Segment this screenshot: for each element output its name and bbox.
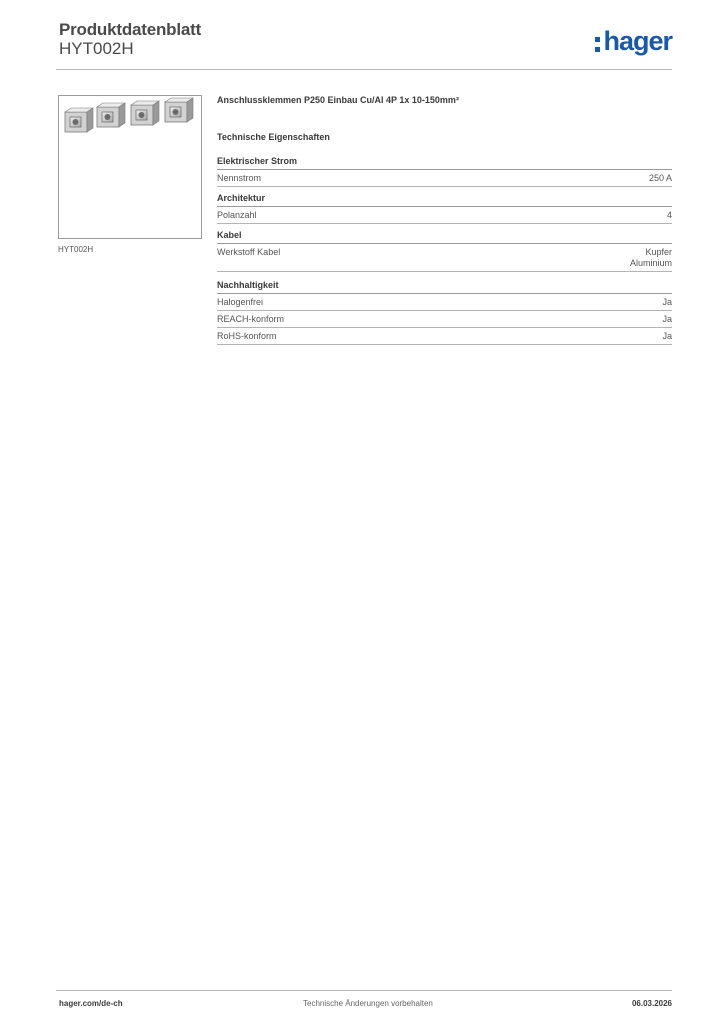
property-row bbox=[217, 170, 672, 187]
section-heading: Technische Eigenschaften bbox=[217, 132, 330, 142]
hager-logo bbox=[595, 26, 672, 56]
property-row bbox=[217, 207, 672, 224]
property-group-sustainability bbox=[217, 280, 672, 345]
logo-text: hager bbox=[603, 25, 672, 56]
property-label: REACH-konform bbox=[217, 314, 285, 324]
footer-divider bbox=[56, 990, 672, 991]
property-row bbox=[217, 311, 672, 328]
group-title: Nachhaltigkeit bbox=[217, 280, 672, 294]
property-value: Kupfer Aluminium bbox=[629, 247, 672, 268]
property-value: 4 bbox=[666, 210, 672, 220]
header-divider bbox=[56, 69, 672, 70]
product-image bbox=[58, 95, 202, 239]
logo-dots-icon bbox=[595, 37, 600, 52]
product-name: Anschlussklemmen P250 Einbau Cu/Al 4P 1x 10-150mm² bbox=[217, 95, 459, 105]
property-label: Halogenfrei bbox=[217, 297, 264, 307]
property-value: Ja bbox=[662, 297, 672, 307]
property-row bbox=[217, 328, 672, 345]
footer-notice: Technische Änderungen vorbehalten bbox=[303, 999, 433, 1008]
property-label: Werkstoff Kabel bbox=[217, 247, 281, 257]
product-code: HYT002H bbox=[59, 39, 134, 58]
terminal-clamps-icon bbox=[59, 96, 201, 238]
property-row bbox=[217, 294, 672, 311]
property-value: Ja bbox=[662, 314, 672, 324]
group-title: Kabel bbox=[217, 230, 672, 244]
image-caption: HYT002H bbox=[58, 245, 94, 254]
footer-date: 06.03.2026 bbox=[631, 999, 672, 1008]
property-value: 250 A bbox=[648, 173, 672, 183]
property-group-cable bbox=[217, 230, 672, 272]
footer-website: hager.com/de-ch bbox=[59, 999, 123, 1008]
property-value: Ja bbox=[662, 331, 672, 341]
property-group-architecture bbox=[217, 193, 672, 224]
property-label: RoHS-konform bbox=[217, 331, 277, 341]
property-label: Nennstrom bbox=[217, 173, 262, 183]
property-row bbox=[217, 244, 672, 272]
group-title: Elektrischer Strom bbox=[217, 156, 672, 170]
property-group-electrical bbox=[217, 156, 672, 187]
page-title: Produktdatenblatt bbox=[59, 20, 202, 39]
product-details bbox=[217, 95, 672, 351]
property-label: Polanzahl bbox=[217, 210, 257, 220]
group-title: Architektur bbox=[217, 193, 672, 207]
